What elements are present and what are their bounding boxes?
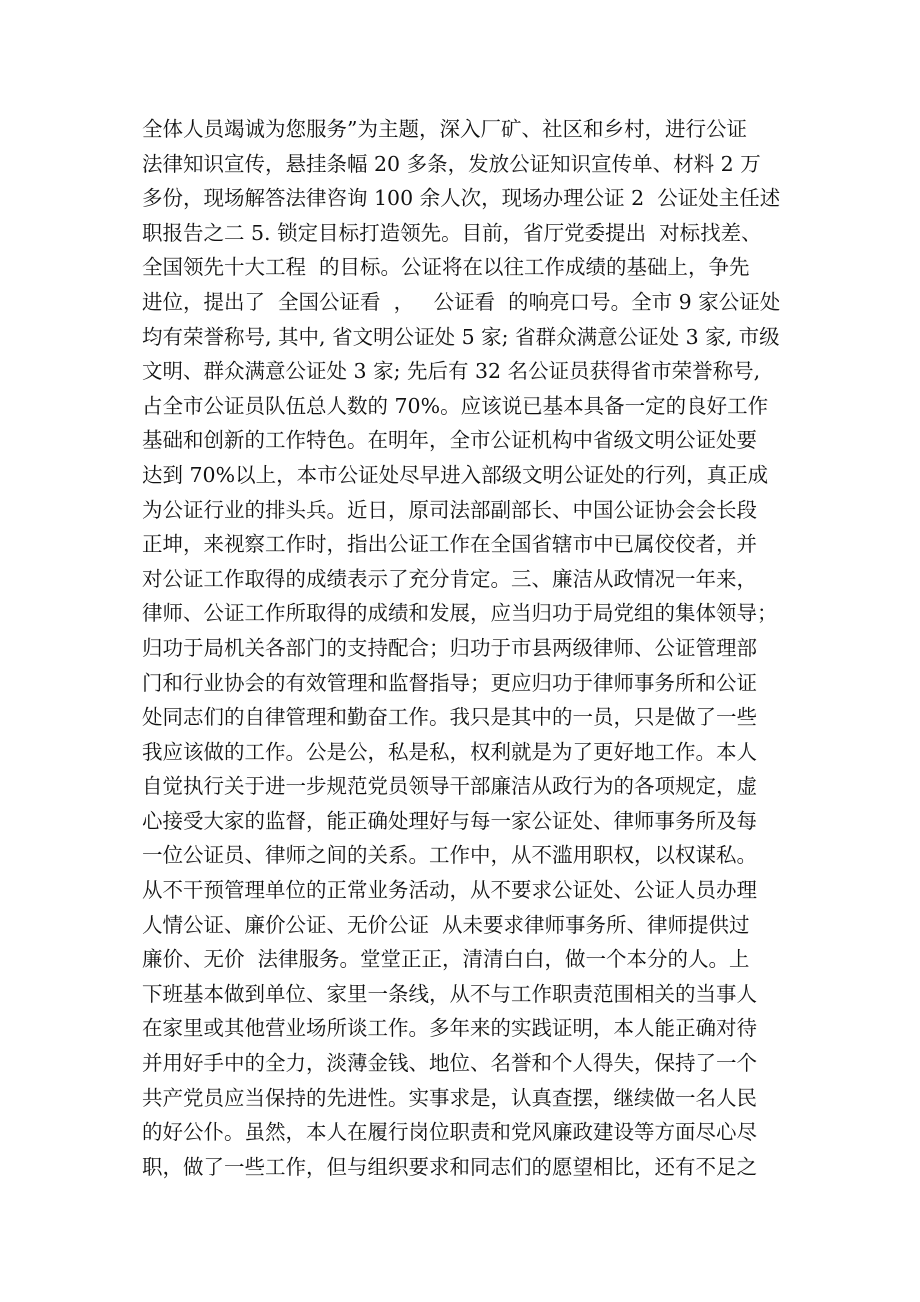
text-line: 门和行业协会的有效管理和监督指导；更应归功于律师事务所和公证 — [142, 670, 757, 695]
text-line: 法律知识宣传，悬挂条幅 20 多条，发放公证知识宣传单、材料 2 万 — [142, 151, 761, 176]
text-line: 占全市公证员队伍总人数的 70%。应该说已基本具备一定的良好工作 — [142, 393, 769, 418]
text-line: 律师、公证工作所取得的成绩和发展，应当归功于局党组的集体领导； — [142, 601, 778, 626]
text-line: 对公证工作取得的成绩表示了充分肯定。三、廉洁从政情况一年来， — [142, 566, 757, 591]
text-line: 从不干预管理单位的正常业务活动，从不要求公证处、公证人员办理 — [142, 878, 757, 903]
text-line: 均有荣誉称号, 其中, 省文明公证处 5 家; 省群众满意公证处 3 家, 市级 — [142, 324, 780, 349]
text-line: 自觉执行关于进一步规范党员领导干部廉洁从政行为的各项规定，虚 — [142, 774, 757, 799]
text-line: 职报告之二 5. 锁定目标打造领先。目前，省厅党委提出 对标找差、 — [142, 220, 762, 245]
text-line: 下班基本做到单位、家里一条线，从不与工作职责范围相关的当事人 — [142, 981, 757, 1006]
text-line: 一位公证员、律师之间的关系。工作中，从不滥用职权，以权谋私。 — [142, 843, 757, 868]
text-line: 正坤，来视察工作时，指出公证工作在全国省辖市中已属佼佼者，并 — [142, 532, 757, 557]
text-line: 达到 70%以上，本市公证处尽早进入部级文明公证处的行列，真正成 — [142, 462, 769, 487]
text-line: 我应该做的工作。公是公，私是私，权利就是为了更好地工作。本人 — [142, 739, 757, 764]
text-line: 共产党员应当保持的先进性。实事求是，认真查摆，继续做一名人民 — [142, 1085, 757, 1110]
body-text — [142, 112, 802, 1184]
text-line: 心接受大家的监督，能正确处理好与每一家公证处、律师事务所及每 — [142, 808, 757, 833]
text-line: 多份，现场解答法律咨询 100 余人次，现场办理公证 2 公证处主任述 — [142, 186, 781, 211]
text-line: 人情公证、廉价公证、无价公证 从未要求律师事务所、律师提供过 — [142, 912, 750, 937]
text-line: 基础和创新的工作特色。在明年，全市公证机构中省级文明公证处要 — [142, 428, 757, 453]
text-line: 并用好手中的全力，淡薄金钱、地位、名誉和个人得失，保持了一个 — [142, 1051, 757, 1076]
text-line: 文明、群众满意公证处 3 家; 先后有 32 名公证员获得省市荣誉称号, — [142, 359, 761, 384]
text-line: 为公证行业的排头兵。近日，原司法部副部长、中国公证协会会长段 — [142, 497, 757, 522]
text-line: 全体人员竭诚为您服务”为主题，深入厂矿、社区和乡村，进行公证 — [142, 117, 747, 141]
text-line: 归功于局机关各部门的支持配合；归功于市县两级律师、公证管理部 — [142, 635, 757, 660]
text-line: 在家里或其他营业场所谈工作。多年来的实践证明，本人能正确对待 — [142, 1016, 757, 1041]
text-line: 进位，提出了 全国公证看 ， 公证看 的响亮口号。全市 9 家公证处 — [142, 289, 781, 314]
text-line: 职，做了一些工作，但与组织要求和同志们的愿望相比，还有不足之 — [142, 1154, 757, 1179]
text-line: 处同志们的自律管理和勤奋工作。我只是其中的一员，只是做了一些 — [142, 705, 757, 730]
text-line: 全国领先十大工程 的目标。公证将在以往工作成绩的基础上，争先 — [142, 255, 750, 280]
text-line: 廉价、无价 法律服务。堂堂正正，清清白白，做一个本分的人。上 — [142, 947, 750, 972]
text-line: 的好公仆。虽然，本人在履行岗位职责和党风廉政建设等方面尽心尽 — [142, 1120, 757, 1145]
